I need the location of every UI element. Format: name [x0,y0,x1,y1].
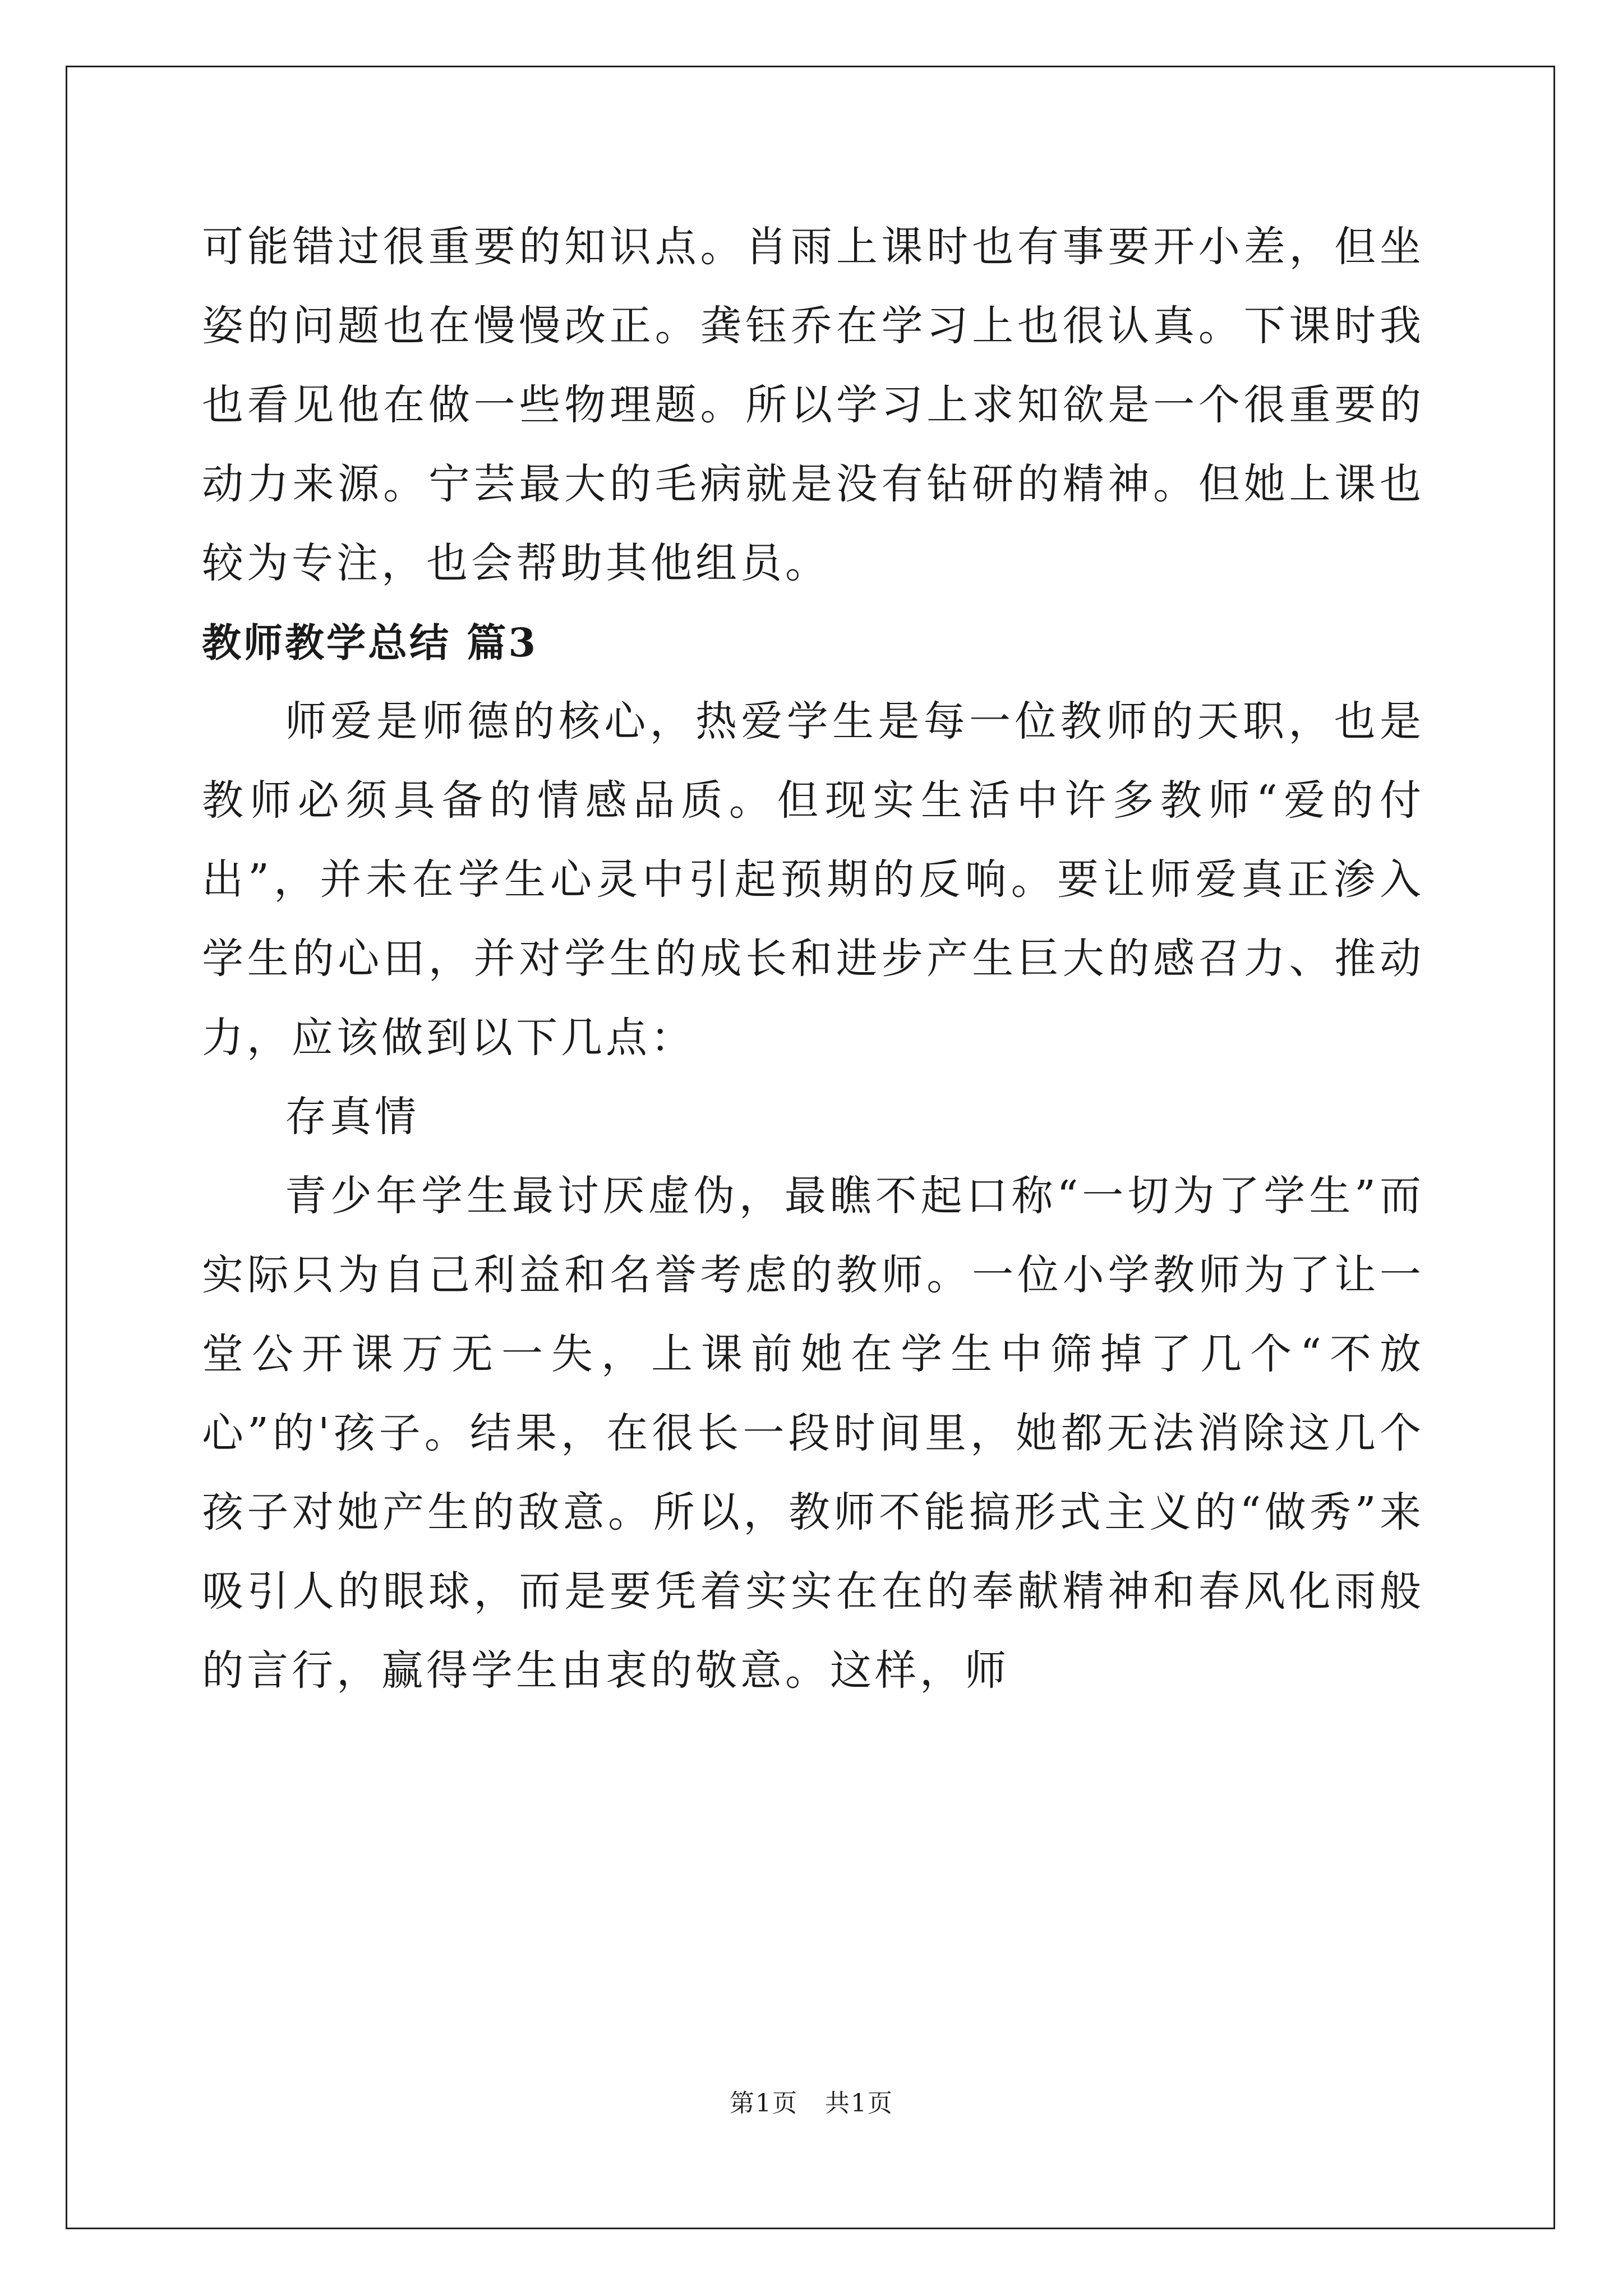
paragraph-body: 青少年学生最讨厌虚伪，最瞧不起口称“一切为了学生”而实际只为自己利益和名誉考虑的教师。一位小学教师为了让一堂公开课万无一失，上课前她在学生中筛掉了几个“不放心”的'孩子。结果，在很长一段时间里，她都无法消除这几个孩子对她产生的敌意。所以，教师不能搞形式主义的“做秀”来吸引人的眼球，而是要凭着实实在在的奉献精神和春风化雨般的言行，赢得学生由衷的敬意。这样，师 [202,1172,1424,1695]
page-footer [0,2087,1623,2120]
page-number: 第1页 [730,2089,798,2118]
paragraph-continued: 可能错过很重要的知识点。肖雨上课时也有事要开小差，但坐姿的问题也在慢慢改正。龚钰乔在学习上也很认真。下课时我也看见他在做一些物理题。所以学习上求知欲是一个很重要的动力来源。宁芸最大的毛病就是没有钻研的精神。但她上课也较为专注，也会帮助其他组员。 [202,223,1424,587]
document-body [202,208,1424,1710]
page-total: 共1页 [825,2089,893,2118]
subheading-paragraph: 存真情 [285,1093,419,1141]
paragraph-intro: 师爱是师德的核心，热爱学生是每一位教师的天职，也是教师必须具备的情感品质。但现实生活中许多教师“爱的付出”，并未在学生心灵中引起预期的反响。要让师爱真正渗入学生的心田，并对学生的成长和进步产生巨大的感召力、推动力，应该做到以下几点： [202,697,1424,1062]
section-heading: 教师教学总结 篇3 [202,619,538,666]
